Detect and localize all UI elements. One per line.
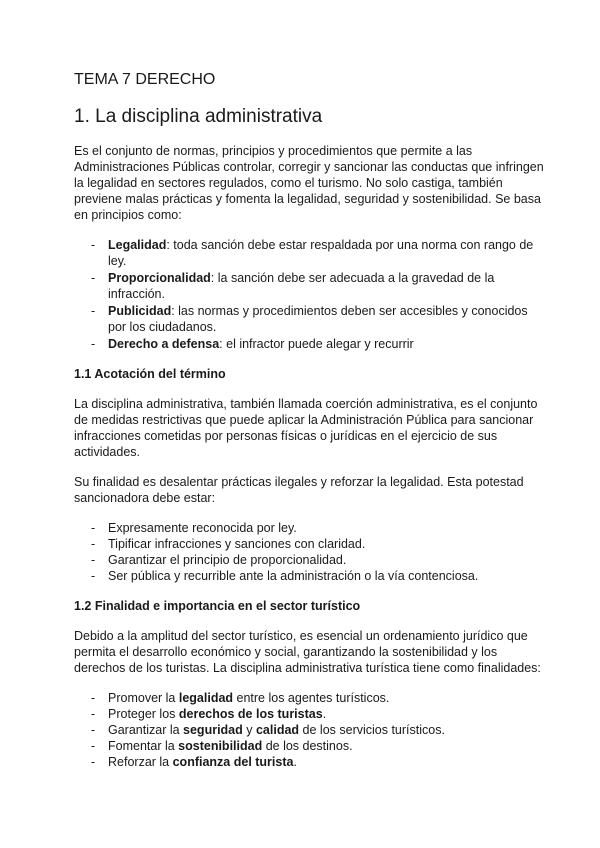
list-item-text: : el infractor puede alegar y recurrir: [219, 337, 414, 351]
section-1-1-paragraph-1: La disciplina administrativa, también llamada coerción administrativa, es el conjunto de medidas restrictivas que puede aplicar la Administración Pública para sancionar infracciones cometidas por personas físicas o jurídicas en el ejercicio de sus actividades.: [74, 397, 538, 459]
list-item: - Expresamente reconocida por ley.: [74, 520, 544, 536]
list-item-term: Legalidad: [108, 238, 167, 252]
section-1-heading: 1. La disciplina administrativa: [74, 106, 323, 127]
principles-list: [74, 237, 544, 352]
list-item-text: : toda sanción debe estar respaldada por una norma con rango de ley.: [108, 238, 534, 268]
list-item-bold: confianza del turista: [172, 755, 294, 769]
list-item-bold: seguridad: [183, 723, 243, 737]
section-1-1-paragraph-2: Su finalidad es desalentar prácticas ilegales y reforzar la legalidad. Esta potestad sancionadora debe estar:: [74, 475, 524, 505]
list-item-text: Reforzar la: [108, 755, 173, 769]
list-item: - Ser pública y recurrible ante la administración o la vía contenciosa.: [74, 568, 544, 584]
section-1-2-heading: 1.2 Finalidad e importancia en el sector turístico: [74, 599, 361, 613]
document-body: [74, 70, 544, 784]
list-item-text: Promover la: [108, 691, 179, 705]
list-item: [74, 754, 544, 770]
list-item-text: Proteger los: [108, 707, 179, 721]
list-item-bold: sostenibilidad: [178, 739, 263, 753]
list-item-text: Fomentar la: [108, 739, 179, 753]
section-1-1-heading: 1.1 Acotación del término: [74, 367, 226, 381]
list-item-text: de los destinos.: [262, 739, 353, 753]
list-item: [74, 722, 544, 738]
list-item: - Garantizar el principio de proporcionalidad.: [74, 552, 544, 568]
list-item: - Tipificar infracciones y sanciones con claridad.: [74, 536, 544, 552]
list-item-term: Publicidad: [108, 304, 172, 318]
list-item: [74, 270, 544, 302]
list-item-text: entre los agentes turísticos.: [233, 691, 390, 705]
list-item: [74, 237, 544, 269]
section-1-intro: Es el conjunto de normas, principios y procedimientos que permite a las Administraciones Públicas controlar, corregir y sancionar las conductas que infringen la legalidad en sectores regulados, como el turismo. No solo castiga, también previene malas prácticas y fomenta la legalidad, seguridad y sostenibilidad. Se basa en principios como:: [74, 144, 544, 222]
list-item: [74, 303, 544, 335]
list-item-text: .: [322, 707, 327, 721]
requirements-list: [74, 520, 544, 584]
list-item-text: : la sanción debe ser adecuada a la gravedad de la infracción.: [108, 271, 495, 301]
list-item-text: y: [242, 723, 256, 737]
purposes-list: [74, 690, 544, 770]
list-item: [74, 690, 544, 706]
list-item-text: .: [293, 755, 297, 769]
list-item-text: Garantizar la: [108, 723, 184, 737]
list-item-text: de los servicios turísticos.: [299, 723, 445, 737]
list-item-bold: derechos de los turistas: [178, 707, 323, 721]
document-title: TEMA 7 DERECHO: [74, 71, 216, 88]
list-item-bold: calidad: [255, 723, 300, 737]
list-item-term: Proporcionalidad: [108, 271, 211, 285]
list-item: [74, 336, 544, 352]
list-item: [74, 738, 544, 754]
list-item-text: : las normas y procedimientos deben ser accesibles y conocidos por los ciudadanos.: [108, 304, 528, 334]
list-item-bold: legalidad: [178, 691, 234, 705]
list-item-term: Derecho a defensa: [108, 337, 220, 351]
list-item: [74, 706, 544, 722]
section-1-2-paragraph-1: Debido a la amplitud del sector turístico, es esencial un ordenamiento jurídico que permita el desarrollo económico y social, garantizando la sostenibilidad y los derechos de los turistas. La disciplina administrativa turística tiene como finalidades:: [74, 629, 541, 675]
